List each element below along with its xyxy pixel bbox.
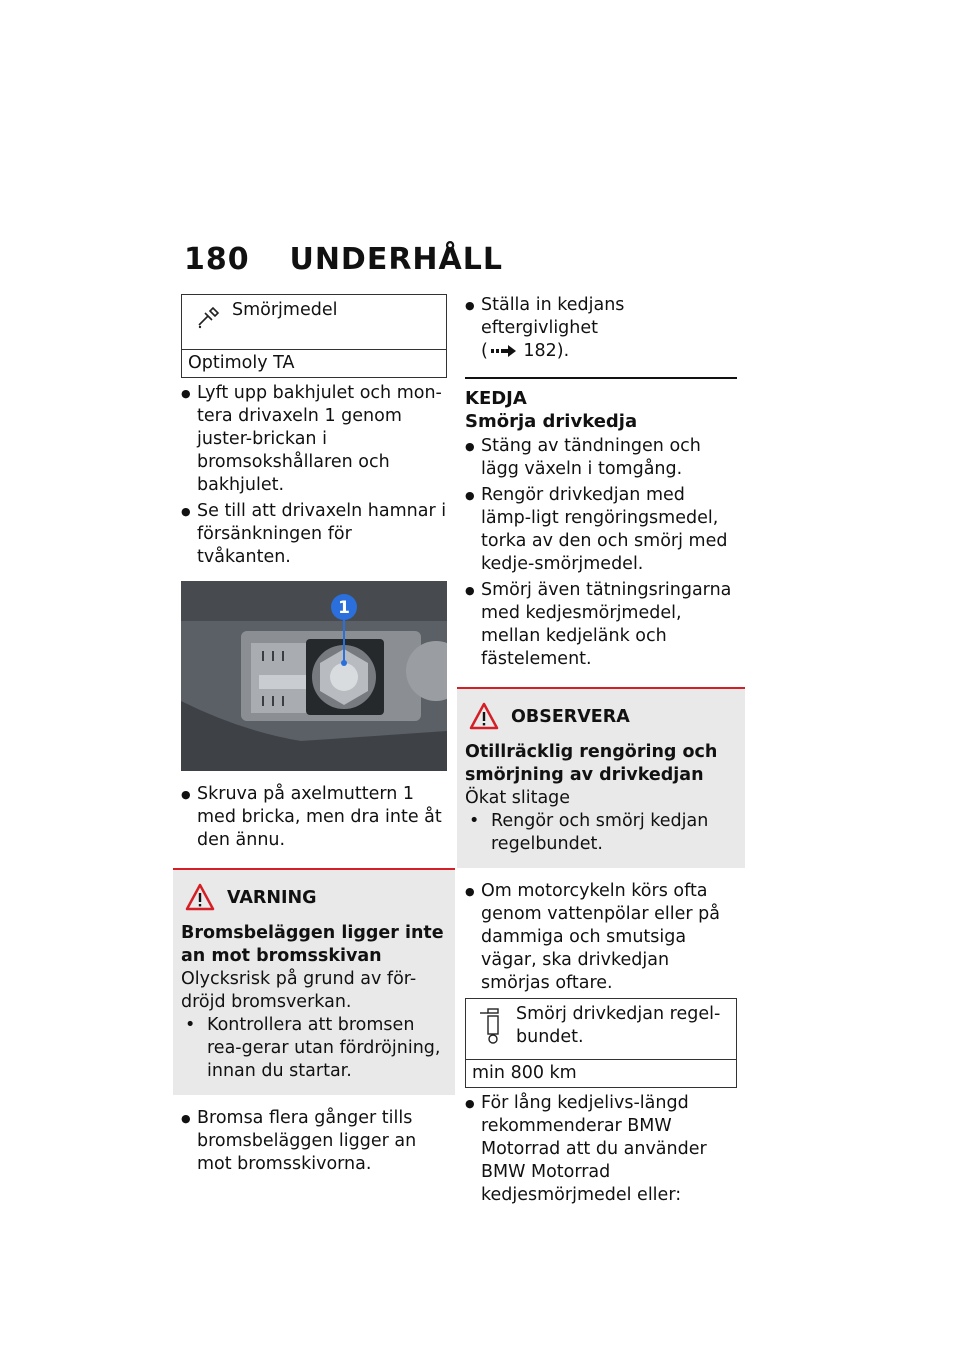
chain-lube-icon — [480, 1007, 506, 1047]
photo-callout-1: 1 — [338, 598, 350, 618]
notice-list — [465, 810, 737, 856]
list-item: ● Ställa in kedjans eftergivlighet ( 182). — [465, 294, 737, 363]
page-number: 180 — [184, 242, 250, 277]
bullet-list — [465, 880, 737, 995]
axle-nut-photo — [181, 581, 447, 771]
lubricant-label: Smörjmedel — [232, 300, 338, 320]
warning-list — [181, 1014, 447, 1083]
list-item: • Kontrollera att bromsen rea-gerar utan fördröjning, innan du startar. — [181, 1014, 447, 1083]
interval-label: Smörj drivkedjan regel-bundet. — [516, 1004, 721, 1047]
section-heading: KEDJA — [465, 377, 737, 410]
warning-box — [173, 868, 455, 1095]
right-column — [465, 294, 737, 1210]
bullet-list — [465, 435, 737, 671]
list-item: ● Lyft upp bakhjulet och mon-tera drivaxeln 1 genom juster-brickan i bromsokshållaren och bakhjulet. — [181, 382, 447, 497]
bullet-list — [465, 294, 737, 363]
list-item: • Rengör och smörj kedjan regelbundet. — [465, 810, 737, 856]
lubricant-value: Optimoly TA — [182, 349, 446, 377]
list-item-text: Ställa in kedjans eftergivlighet — [481, 295, 625, 338]
bullet-list — [181, 382, 447, 569]
arrow-right-icon[interactable] — [488, 344, 518, 358]
warning-text: Olycksrisk på grund av för-dröjd bromsverkan. — [181, 969, 417, 1012]
list-item: ● Stäng av tändningen och lägg växeln i tomgång. — [465, 435, 737, 481]
subsection-heading: Smörja drivkedja — [465, 411, 638, 432]
notice-box — [457, 687, 745, 868]
list-item: ● Om motorcykeln körs ofta genom vattenpölar eller på dammiga och smutsiga vägar, ska drivkedjan smörjas oftare. — [465, 880, 737, 995]
list-item: ● Se till att drivaxeln hamnar i försänkningen för tvåkanten. — [181, 500, 447, 569]
list-item: ● För lång kedjelivs-längd rekommenderar BMW Motorrad att du använder BMW Motorrad kedjesmörjmedel eller: — [465, 1092, 737, 1207]
page-header — [184, 242, 503, 277]
list-item: ● Rengör drivkedjan med lämp-ligt rengöringsmedel, torka av den och smörj med kedje-smörjmedel. — [465, 484, 737, 576]
section-title: UNDERHÅLL — [289, 242, 503, 277]
notice-text: Ökat slitage — [465, 788, 571, 808]
list-item: ● Skruva på axelmuttern 1 med bricka, men dra inte åt den ännu. — [181, 783, 447, 852]
lubricant-box — [181, 294, 447, 378]
interval-box — [465, 998, 737, 1088]
page-reference[interactable]: 182). — [523, 341, 570, 361]
list-item: ● Bromsa flera gånger tills bromsbeläggen ligger an mot bromsskivorna. — [181, 1107, 447, 1176]
notice-heading: Otillräcklig rengöring och smörjning av drivkedjan — [465, 742, 718, 785]
warning-heading: Bromsbeläggen ligger inte an mot bromsskivan — [181, 923, 444, 966]
warning-icon — [185, 882, 215, 912]
bullet-list — [465, 1092, 737, 1207]
bullet-list — [181, 783, 447, 852]
warning-icon — [469, 701, 499, 731]
warning-title: VARNING — [227, 888, 317, 908]
lubricant-icon — [196, 303, 222, 329]
notice-title: OBSERVERA — [511, 707, 630, 727]
left-column — [181, 294, 447, 1179]
interval-value: min 800 km — [466, 1059, 736, 1087]
bullet-list — [181, 1107, 447, 1176]
list-item: ● Smörj även tätningsringarna med kedjesmörjmedel, mellan kedjelänk och fästelement. — [465, 579, 737, 671]
